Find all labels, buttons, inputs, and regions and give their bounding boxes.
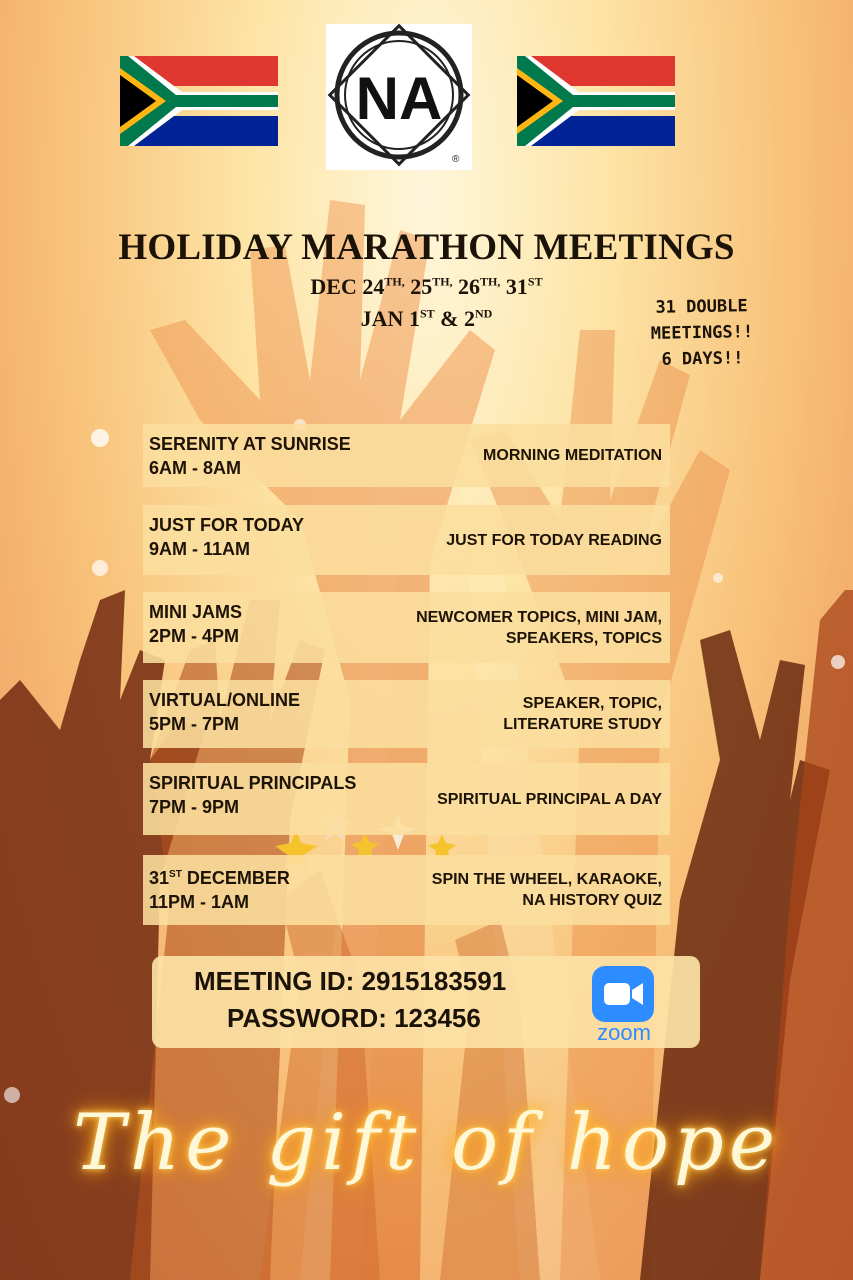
double-meetings-note: [617, 293, 786, 374]
meeting-id-value[interactable]: 2915183591: [361, 966, 507, 996]
meeting-row: [143, 424, 670, 487]
meeting-name: VIRTUAL/ONLINE: [149, 690, 300, 710]
meeting-row: [143, 855, 670, 925]
poster-title: HOLIDAY MARATHON MEETINGS: [118, 227, 735, 268]
meeting-password: PASSWORD: 123456: [227, 1003, 481, 1033]
na-logo-icon: [326, 24, 472, 170]
meeting-id: MEETING ID: 2915183591: [194, 966, 507, 996]
svg-text:®: ®: [452, 154, 460, 165]
meeting-password-value[interactable]: 123456: [394, 1003, 481, 1033]
meeting-time: 7PM - 9PM: [149, 797, 240, 817]
meeting-time: 6AM - 8AM: [149, 458, 242, 478]
note-line: MEETINGS!!: [650, 322, 754, 344]
meeting-details: NEWCOMER TOPICS, MINI JAM,: [416, 608, 662, 626]
south-africa-flag-icon: [517, 56, 675, 146]
meeting-name: 31ST DECEMBER: [149, 868, 290, 888]
tagline: The gift of hope: [72, 1098, 780, 1188]
south-africa-flag-icon: [120, 56, 278, 146]
meeting-name: SPIRITUAL PRINCIPALS: [149, 773, 357, 793]
meeting-time: 11PM - 1AM: [149, 892, 250, 912]
meeting-row: [143, 592, 670, 663]
meeting-name: SERENITY AT SUNRISE: [149, 434, 351, 454]
meeting-details: SPIRITUAL PRINCIPAL A DAY: [437, 790, 662, 808]
meeting-details: SPEAKERS, TOPICS: [505, 629, 662, 647]
meeting-name: JUST FOR TODAY: [149, 515, 305, 535]
meeting-row: [143, 505, 670, 575]
meeting-details: LITERATURE STUDY: [503, 716, 662, 733]
meeting-details: SPEAKER, TOPIC,: [522, 695, 662, 712]
meeting-details: MORNING MEDITATION: [483, 447, 662, 464]
note-line: 31 DOUBLE: [655, 296, 748, 318]
zoom-icon[interactable]: [592, 966, 654, 1022]
meeting-details: JUST FOR TODAY READING: [446, 531, 662, 549]
meeting-info-box: [152, 956, 700, 1048]
svg-text:NA: NA: [355, 65, 443, 132]
meeting-details: SPIN THE WHEEL, KARAOKE,: [431, 871, 662, 888]
zoom-label[interactable]: zoom: [597, 1020, 651, 1045]
meeting-details: NA HISTORY QUIZ: [522, 892, 662, 909]
meeting-row: [143, 763, 670, 835]
meeting-row: [143, 680, 670, 748]
meeting-time: 5PM - 7PM: [149, 714, 240, 734]
dates-december: DEC $24^{TH,}$ $25^{TH,}$ $26^{TH,}$ 31ST: [310, 274, 543, 299]
meeting-time: 9AM - 11AM: [149, 539, 251, 559]
meeting-time: 2PM - 4PM: [149, 626, 240, 646]
meeting-name: MINI JAMS: [149, 602, 243, 622]
note-line: 6 DAYS!!: [661, 348, 744, 370]
na-logo: [326, 24, 472, 170]
dates-january: JAN 1ST & 2ND: [360, 306, 493, 331]
